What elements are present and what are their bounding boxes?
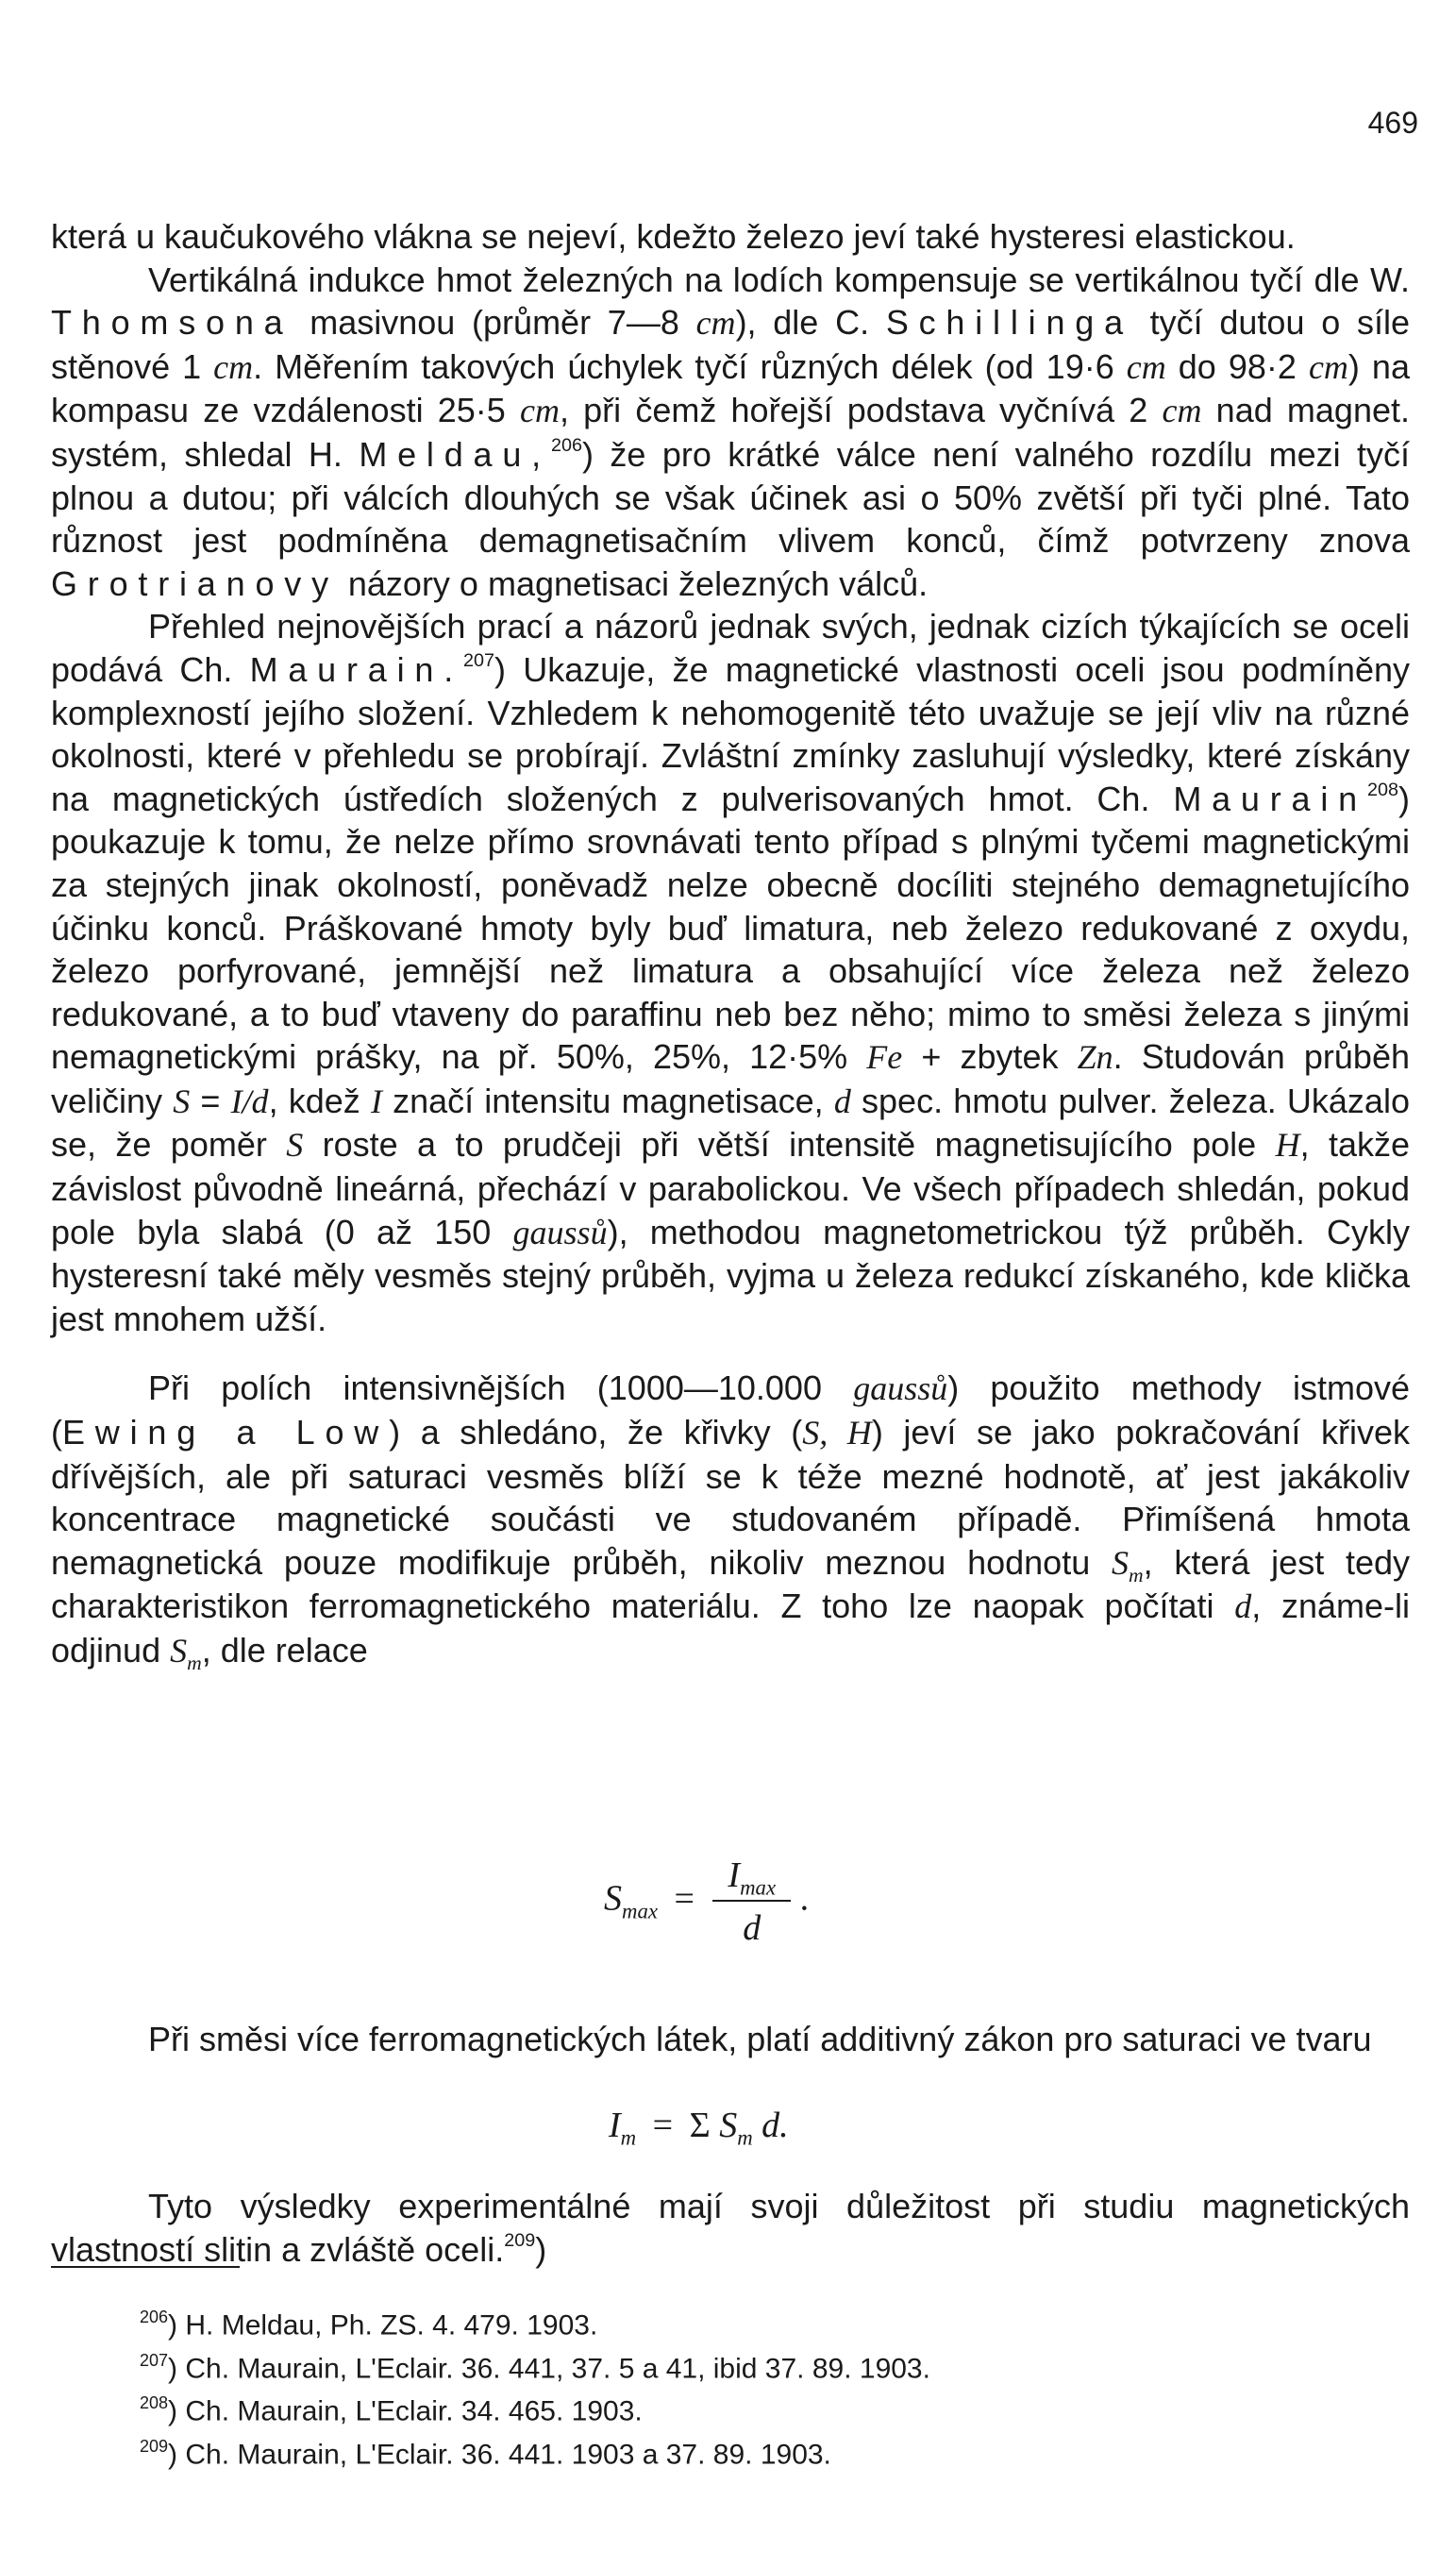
paragraph-5: Při směsi více ferromagnetických látek, platí additivný zákon pro saturaci ve tvaru xyxy=(148,2020,1372,2058)
body-text-2 xyxy=(51,2018,1410,2061)
author-thomson: Thomsona xyxy=(51,303,293,343)
paragraph-2: Vertikálná indukce hmot železných na lodích kompensuje se vertikálnou tyčí dle W. Thomsona masivnou (průměr 7—8 cm), dle C. Schillinga tyčí dutou o síle stěnové 1 cm. Měřením takových úchylek tyčí různých délek (od 19·6 cm do 98·2 cm) na kompasu ze vzdálenosti 25·5 cm, při čemž hořejší podstava vyčnívá 2 cm nad magnet. systém, shledal H. Meldau,$^{206}$) že pro krátké válce není valného rozdílu mezi tyčí plnou a dutou; při válcích dlouhých se však účinek asi o 50% zvětší při tyči plné. Tato různost jest podmíněna demagnetisačním vlivem konců, čímž potvrzeny znova Grotrianovy názory o magnetisaci železných válců. xyxy=(51,260,1410,603)
footnote-206: $^{206}$) H. Meldau, Ph. ZS. 4. 479. 1903. xyxy=(140,2308,598,2341)
footnote-ref-206: 206 xyxy=(551,435,583,457)
page-number: 469 xyxy=(1367,106,1418,140)
author-ewing-low: Ewing a Low xyxy=(62,1413,390,1452)
footnote-207: $^{207}$) Ch. Maurain, L'Eclair. 36. 441, 37. 5 a 41, ibid 37. 89. 1903. xyxy=(140,2350,930,2385)
footnote-209: $^{209}$) Ch. Maurain, L'Eclair. 36. 441. 1903 a 37. 89. 1903. xyxy=(140,2436,831,2471)
author-meldau: Meldau, xyxy=(359,434,551,474)
author-grotrian: Grotrianovy xyxy=(51,563,339,603)
footnote-ref-208: 208 xyxy=(1366,779,1398,800)
paragraph-4: Při polích intensivnějších (1000—10.000 gaussů) použito methody istmové (Ewing a Low) a shledáno, že křivky (S, H) jeví se jako pokračování křivek dřívějších, ale při saturaci vesměs blíží se k téže mezné hodnotě, ať jest jakákoliv koncentrace magnetické součásti ve studovaném případě. Přimíšená hmota nemagnetická pouze modifikuje průběh, nikoliv meznou hodnotu $S_m$, která jest tedy charakteristikon ferromagnetického materiálu. Z toho lze naopak počítati d, známe-li odjinud $S_m$, dle relace xyxy=(51,1368,1411,1675)
body-text-3 xyxy=(51,2185,1410,2271)
footnote-divider xyxy=(51,2266,240,2268)
author-schilling: Schillinga xyxy=(885,303,1133,343)
paragraph-1: která u kaučukového vlákna se nejeví, kdežto železo jeví také hysteresi elastickou. xyxy=(51,217,1296,256)
formula-i-m: $I_m = \Sigma$ $S_m$ d. xyxy=(609,2106,789,2150)
author-maurain: Maurain xyxy=(1173,779,1367,818)
footnotes xyxy=(140,2300,1366,2472)
footnote-ref-209: 209 xyxy=(504,2229,536,2251)
footnote-208: $^{208}$) Ch. Maurain, L'Eclair. 34. 465. 1903. xyxy=(140,2393,643,2427)
footnote-ref-207: 207 xyxy=(463,650,495,672)
body-text xyxy=(51,215,1410,1673)
paragraph-6: Tyto výsledky experimentálné mají svoji důležitost při studiu magnetických vlastností slitin a zvláště oceli.$^{209}$) xyxy=(51,2187,1410,2269)
author-maurain: Maurain. xyxy=(249,649,464,689)
paragraph-3: Přehled nejnovějších prací a názorů jednak svých, jednak cizích týkajících se oceli podává Ch. Maurain.$^{207}$) Ukazuje, že magnetické vlastnosti oceli jsou podmíněny komplexností jejího složení. Vzhledem k nehomogenitě této uvažuje se její vliv na různé okolnosti, které v přehledu se probírají. Zvláštní zmínky zasluhují výsledky, které získány na magnetických ústředích složených z pulverisovaných hmot. Ch. Maurain$^{208}$) poukazuje k tomu, že nelze přímo srovnávati tento případ s plnými tyčemi magnetickými za stejných jinak okolností, poněvadž nelze obecně docíliti stejného demagnetujícího účinku konců. Práškované hmoty byly buď limatura, neb železo redukované z oxydu, železo porfyrované, jemnější než limatura a obsahující více železa než železo redukované, a to buď vtaveny do paraffinu neb bez něho; mimo to směsi železa s jinými nemagnetickými prášky, na př. 50%, 25%, 12·5% Fe + zbytek Zn. Studován průběh veličiny S = I/d, kdež I značí intensitu magnetisace, d spec. hmotu pulver. železa. Ukázalo se, že poměr S roste a to prudčeji při větší intensitě magnetisujícího pole H, takže závislost původně lineárná, přechází v parabolickou. Ve všech případech shledán, pokud pole byla slabá (0 až 150 gaussů), methodou magnetometrickou týž průběh. Cykly hysteresní také měly vesměs stejný průběh, vyjma u železa redukcí získaného, kde klička jest mnohem užší. xyxy=(51,607,1410,1338)
formula-s-max: $S_{max}$ = $\frac{I_{max}}{d}$ . xyxy=(604,1855,810,1948)
